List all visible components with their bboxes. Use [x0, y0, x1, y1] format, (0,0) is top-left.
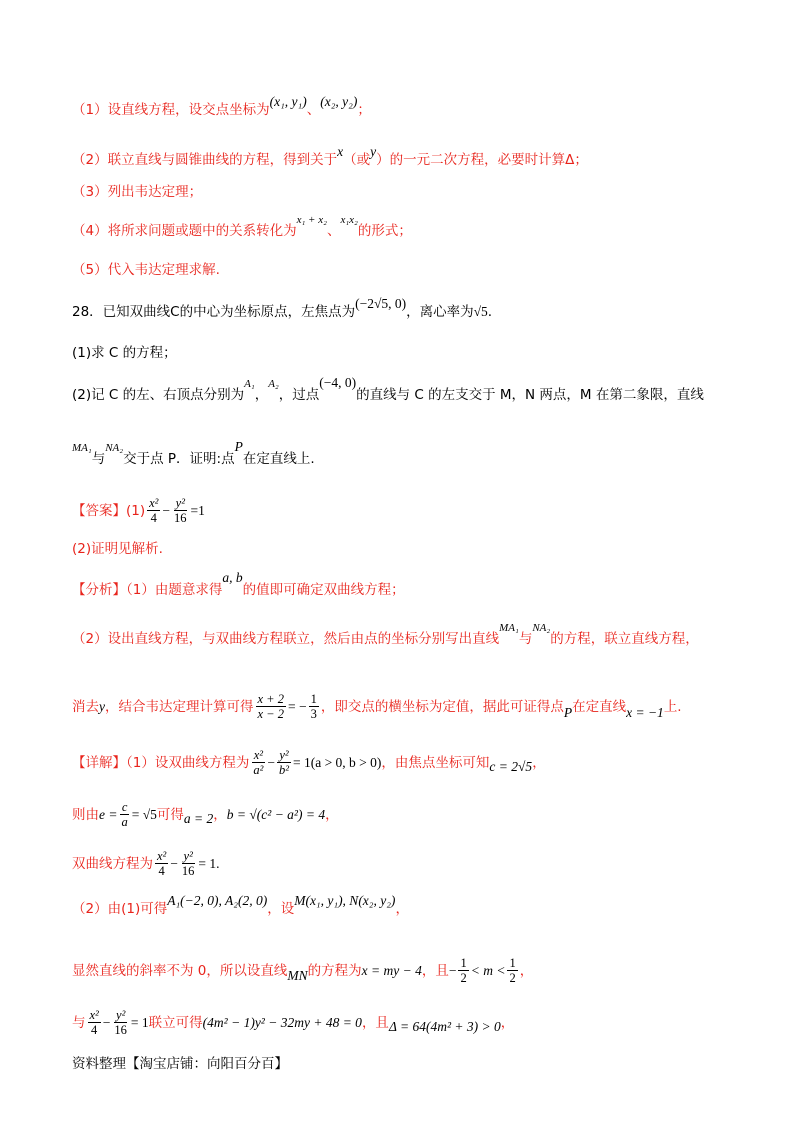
analysis-third-num: 1 — [310, 692, 317, 706]
detail-frac-xa — [251, 748, 265, 778]
question-2-cont — [72, 439, 315, 467]
problem-28-stem — [72, 296, 493, 320]
analysis-y: y — [99, 698, 105, 714]
problem-stem-mid: ，离心率为 — [406, 304, 474, 320]
analysis-line-3-mid3: 在定直线 — [572, 698, 627, 715]
detail-quadratic: (4m² − 1)y² − 32my + 48 = 0 — [202, 1014, 362, 1030]
detail-points-mn: M(x₁, y₁), N(x₂, y₂) — [294, 893, 396, 908]
detail-line-2-mid: 可得 — [156, 806, 184, 823]
line-ma1: MA₁ — [72, 442, 92, 454]
question-2-text: (2)记 C 的左、右顶点分别为 — [72, 387, 245, 403]
detail-line-3 — [72, 849, 220, 879]
detail-line-eq: x = my − 4 — [361, 962, 422, 978]
analysis-line-1-end: 的值即可确定双曲线方程； — [242, 582, 405, 598]
detail-line-mn: MN — [287, 967, 308, 983]
detail-l6-minus: − — [102, 1014, 111, 1030]
analysis-and: 与 — [518, 631, 533, 647]
detail-frac-ca — [119, 800, 129, 830]
detail-m-range: < m < — [470, 962, 506, 978]
eccentricity: √5 — [473, 304, 488, 319]
analysis-line-3 — [72, 692, 682, 722]
analysis-eq: = − — [287, 698, 307, 714]
detail-line-6 — [72, 1008, 514, 1038]
step-1-point-2: (x₂, y₂) — [320, 94, 358, 109]
detail-line-6-text: 与 — [72, 1014, 86, 1031]
analysis-ma1: MA₁ — [499, 622, 519, 634]
step-4-end: 的形式； — [357, 223, 412, 239]
step-4-sum: x₁ + x₂ — [296, 214, 327, 226]
answer-rhs: =1 — [190, 502, 205, 518]
detail-neg: − — [448, 962, 457, 978]
detail-line-2 — [72, 800, 339, 830]
detail-label: 【详解】（1）设双曲线方程为 — [72, 754, 250, 771]
question-2-comma: ， — [254, 387, 269, 403]
detail-line-5-mid2: ，且 — [421, 962, 449, 979]
step-2 — [72, 144, 588, 168]
step-1-sep: 、 — [306, 102, 321, 118]
detail-line-4-end: ， — [395, 901, 409, 917]
analysis-line-3-end: 上. — [663, 698, 682, 715]
detail-line-3-text: 双曲线方程为 — [72, 855, 153, 872]
detail-vertices: A₁(−2, 0), A₂(2, 0) — [167, 893, 268, 908]
detail-line-5-mid: 的方程为 — [307, 962, 362, 979]
detail-l6-frac-x — [88, 1008, 101, 1038]
detail-minus: − — [267, 754, 275, 770]
question-2-and: 与 — [91, 451, 106, 467]
vertex-a2: A₂ — [268, 378, 279, 390]
detail-frac-x4-num: x² — [157, 849, 167, 863]
step-1-text: （1）设直线方程，设交点坐标为 — [72, 102, 270, 118]
detail-frac-y16-den: 16 — [181, 864, 195, 879]
analysis-third-den: 3 — [310, 707, 317, 722]
answer-frac-x-den: 4 — [150, 511, 157, 526]
analysis-line-2-end: 的方程，联立直线方程， — [550, 631, 699, 647]
step-2-y: y — [370, 144, 377, 159]
detail-line-4-text: （2）由(1)可得 — [72, 901, 168, 917]
answer-line — [72, 496, 205, 526]
answer-minus: − — [162, 502, 171, 518]
detail-l6-frac-x-num: x² — [89, 1008, 99, 1022]
step-3: （3）列出韦达定理； — [72, 184, 203, 200]
answer-frac-y-den: 16 — [174, 511, 187, 526]
detail-line-5-end: ， — [519, 962, 534, 979]
question-2-cont-mid: 交于点 P．证明:点 — [123, 451, 235, 467]
answer-frac-y — [172, 496, 189, 526]
detail-frac-y16 — [180, 849, 197, 879]
detail-e-value: = √5 — [131, 806, 157, 822]
detail-frac-half-1-num: 1 — [460, 956, 467, 970]
analysis-ratio — [256, 692, 286, 722]
detail-l6-eq: = 1 — [130, 1014, 149, 1030]
page-footer: 资料整理【淘宝店铺：向阳百分百】 — [72, 1056, 288, 1072]
left-focus: (−2√5, 0) — [355, 296, 407, 311]
step-2-x: x — [337, 144, 344, 159]
question-2 — [72, 375, 704, 403]
analysis-line-2-text: （2）设出直线方程，与双曲线方程联立，然后由点的坐标分别写出直线 — [72, 631, 500, 647]
step-2-end: ）的一元二次方程，必要时计算Δ； — [376, 152, 588, 168]
detail-line-2-text: 则由 — [72, 806, 99, 823]
point-p: P — [234, 439, 243, 454]
step-5: （5）代入韦达定理求解. — [72, 262, 220, 278]
detail-line-4 — [72, 893, 409, 917]
detail-frac-half-1 — [458, 956, 468, 986]
detail-line-1-end: ， — [532, 754, 546, 771]
answer-frac-y-num: y² — [175, 496, 185, 510]
detail-frac-yb-den: b² — [278, 763, 289, 778]
step-4-product: x₁x₂ — [340, 214, 358, 226]
step-4 — [72, 214, 412, 239]
answer-label: 【答案】(1) — [72, 502, 146, 519]
analysis-line-2 — [72, 622, 699, 647]
detail-c-value: c = 2√5 — [489, 758, 533, 774]
detail-frac-x4 — [155, 849, 168, 879]
step-1-end: ； — [357, 102, 371, 118]
problem-stem-text: 28．已知双曲线C的中心为坐标原点，左焦点为 — [72, 304, 356, 320]
analysis-line-3-mid: ，结合韦达定理计算可得 — [105, 698, 254, 715]
step-4-sep: 、 — [326, 223, 341, 239]
answer-frac-x-num: x² — [149, 496, 159, 510]
step-1 — [72, 94, 371, 118]
vertex-a1: A₁ — [244, 378, 255, 390]
detail-l6-frac-y — [112, 1008, 129, 1038]
detail-a-value: a = 2 — [183, 810, 214, 826]
analysis-label: 【分析】（1）由题意求得 — [72, 582, 223, 598]
problem-stem-end: . — [487, 304, 493, 320]
detail-frac-half-2-den: 2 — [509, 971, 516, 986]
step-4-text: （4）将所求问题或题中的关系转化为 — [72, 223, 297, 239]
question-2-end: 的直线与 C 的左支交于 M，N 两点，M 在第二象限，直线 — [356, 387, 704, 403]
detail-frac-yb — [277, 748, 291, 778]
detail-frac-yb-num: y² — [279, 748, 289, 762]
answer-frac-x — [147, 496, 160, 526]
detail-line-4-mid: ，设 — [267, 901, 295, 917]
detail-b-value: b = √(c² − a²) = 4 — [226, 806, 326, 822]
detail-line-2-comma: ， — [213, 806, 227, 823]
detail-frac-xa-den: a² — [253, 763, 264, 778]
step-1-point-1: (x₁, y₁) — [269, 94, 307, 109]
analysis-ratio-num: x + 2 — [257, 692, 284, 706]
detail-frac-half-1-den: 2 — [460, 971, 467, 986]
detail-l6-frac-y-num: y² — [116, 1008, 126, 1022]
analysis-line-x: x = −1 — [626, 704, 664, 720]
detail-l6-frac-x-den: 4 — [91, 1023, 98, 1038]
detail-line-1-mid: ，由焦点坐标可知 — [381, 754, 490, 771]
detail-frac-ca-den: a — [121, 815, 128, 830]
detail-frac-xa-num: x² — [253, 748, 263, 762]
analysis-ab: a, b — [222, 570, 243, 585]
analysis-ratio-den: x − 2 — [257, 707, 284, 722]
line-na2: NA₂ — [105, 442, 124, 454]
detail-l6-frac-y-den: 16 — [114, 1023, 127, 1038]
detail-line-3-end: = 1. — [198, 855, 220, 871]
detail-line-3-minus: − — [170, 855, 178, 871]
analysis-na2: NA₂ — [532, 622, 551, 634]
point-neg4-0: (−4, 0) — [319, 375, 357, 390]
detail-line-6-mid2: ，且 — [361, 1014, 389, 1031]
step-2-mid: （或 — [343, 152, 371, 168]
detail-line-6-end: ， — [500, 1014, 515, 1031]
detail-line-6-mid: 联立可得 — [148, 1014, 203, 1031]
detail-frac-half-2 — [507, 956, 517, 986]
step-2-text: （2）联立直线与圆锥曲线的方程，得到关于 — [72, 152, 338, 168]
analysis-third — [309, 692, 319, 722]
detail-frac-y16-num: y² — [183, 849, 193, 863]
analysis-line-3-mid2: ，即交点的横坐标为定值，据此可证得点 — [320, 698, 564, 715]
question-2-cont-end: 在定直线上. — [242, 451, 315, 467]
detail-line-5 — [72, 956, 533, 986]
detail-frac-half-2-num: 1 — [509, 956, 516, 970]
detail-line-2-end: ， — [325, 806, 339, 823]
analysis-line-1 — [72, 570, 405, 598]
answer-part-2: (2)证明见解析. — [72, 541, 163, 557]
analysis-line-3-text: 消去 — [72, 698, 99, 715]
analysis-p: P — [563, 704, 573, 720]
detail-frac-ca-num: c — [121, 800, 128, 814]
detail-e: e = — [99, 806, 118, 822]
question-2-mid: ，过点 — [278, 387, 320, 403]
question-1: (1)求 C 的方程； — [72, 345, 177, 361]
detail-frac-x4-den: 4 — [158, 864, 165, 879]
detail-discriminant: Δ = 64(4m² + 3) > 0 — [388, 1018, 501, 1034]
detail-line-1 — [72, 748, 546, 778]
detail-condition: = 1(a > 0, b > 0) — [292, 754, 382, 770]
detail-line-5-text: 显然直线的斜率不为 0，所以设直线 — [72, 962, 288, 979]
